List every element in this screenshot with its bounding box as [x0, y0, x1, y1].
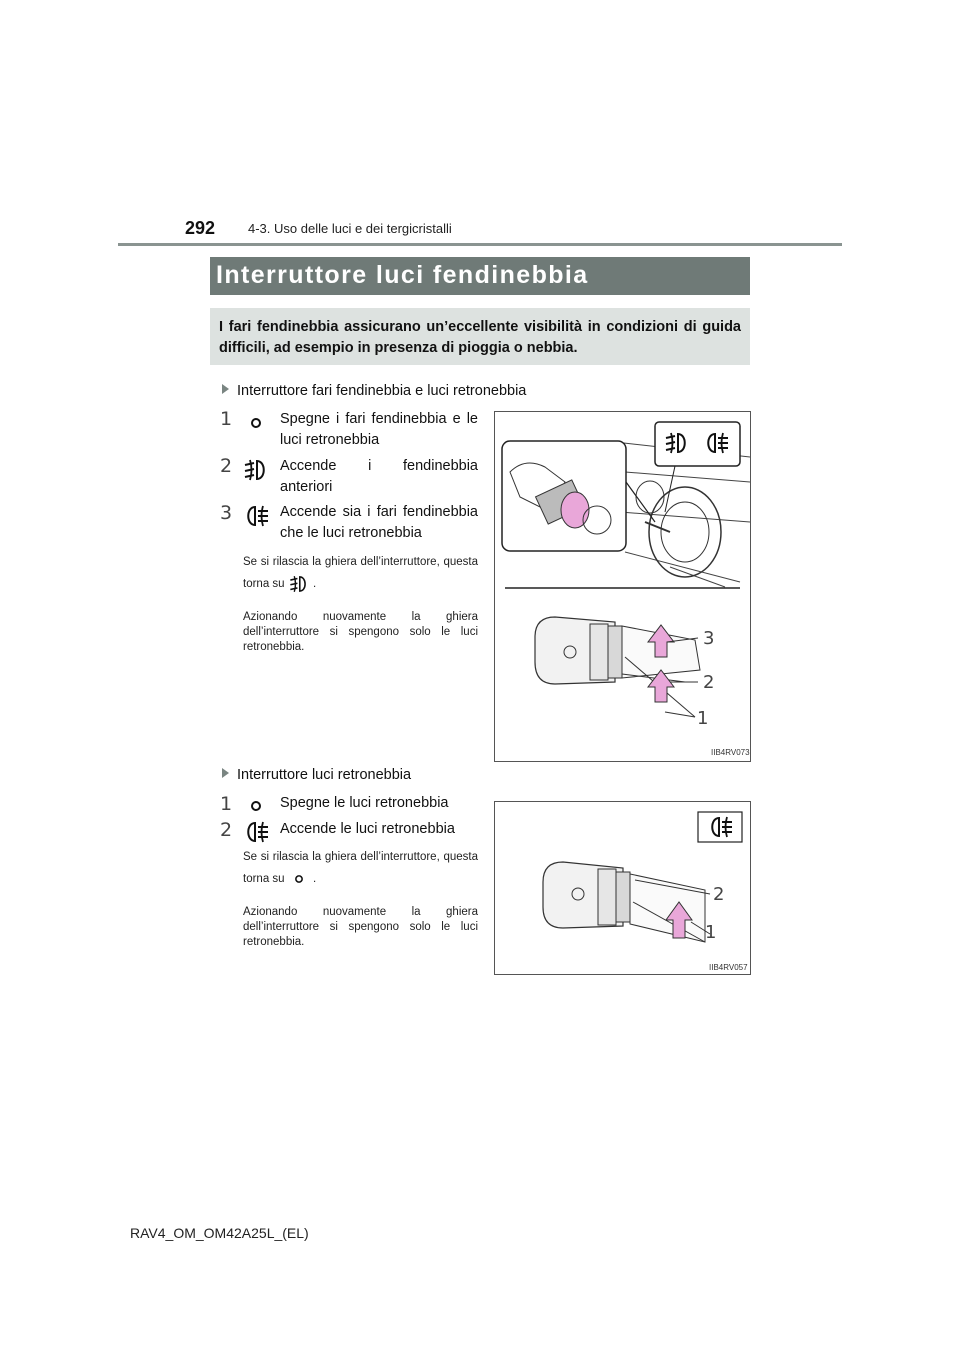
item-description: Accende i fendinebbia anteriori — [280, 458, 478, 495]
item-description: Accende sia i fari fendinebbia che le luci retronebbia — [280, 504, 478, 541]
figure-code: IIB4RV057 — [709, 963, 748, 972]
item-description: Accende le luci retronebbia — [280, 821, 455, 837]
return-note — [243, 846, 478, 890]
figure-code: IIB4RV073 — [711, 748, 750, 757]
front-fog-icon — [288, 573, 310, 595]
note-text-end: . — [312, 873, 317, 886]
off-icon — [242, 792, 270, 820]
callout-number: 2 — [713, 884, 725, 905]
section2-heading — [222, 767, 411, 783]
section2-heading-text: Interruttore luci retronebbia — [237, 767, 412, 783]
repeat-note: Azionando nuovamente la ghiera dell’interruttore si spengono solo le luci retronebbia. — [243, 906, 478, 948]
switch-illustration — [495, 412, 750, 761]
item-number: 1 — [220, 793, 233, 815]
bullet-triangle-icon — [222, 768, 229, 778]
callout-number: 1 — [705, 922, 717, 943]
note-text: Se si rilascia la ghiera dell’interruttore, questa torna su — [243, 851, 478, 886]
intro-box — [210, 308, 750, 365]
off-icon — [288, 868, 310, 890]
section1-heading-text: Interruttore fari fendinebbia e luci retronebbia — [237, 383, 527, 399]
figure-rear-fog-switch — [494, 801, 751, 975]
item-description: Spegne le luci retronebbia — [280, 795, 449, 811]
section1-heading — [222, 383, 526, 399]
repeat-note: Azionando nuovamente la ghiera dell’interruttore si spengono solo le luci retronebbia. — [243, 611, 478, 653]
rear-fog-icon — [242, 502, 270, 530]
switch-illustration — [495, 802, 750, 974]
header-rule — [118, 243, 842, 246]
item-number: 2 — [220, 819, 233, 841]
rear-fog-icon — [242, 818, 270, 846]
bullet-triangle-icon — [222, 384, 229, 394]
page-number: 292 — [185, 218, 216, 238]
section-reference: 4-3. Uso delle luci e dei tergicristalli — [248, 221, 452, 236]
front-fog-icon — [242, 456, 270, 484]
figure-fog-switch — [494, 411, 751, 762]
callout-number: 2 — [703, 672, 715, 693]
callout-number: 3 — [703, 628, 715, 649]
item-number: 1 — [220, 408, 233, 430]
document-footer: RAV4_OM_OM42A25L_(EL) — [130, 1225, 309, 1241]
item-description: Spegne i fari fendinebbia e le luci retronebbia — [280, 411, 478, 448]
return-note — [243, 551, 478, 595]
intro-text: I fari fendinebbia assicurano un’eccellente visibilità in condizioni di guida difficili, ad esempio in presenza di pioggia o nebbia. — [219, 319, 741, 356]
note-text: Se si rilascia la ghiera dell’interruttore, questa torna su — [243, 556, 478, 591]
callout-number: 1 — [697, 708, 709, 729]
item-number: 3 — [220, 502, 233, 524]
note-text-end: . — [312, 578, 317, 591]
off-icon — [242, 409, 270, 437]
item-number: 2 — [220, 455, 233, 477]
page-title: Interruttore luci fendinebbia — [216, 261, 589, 289]
title-bar — [210, 257, 750, 295]
